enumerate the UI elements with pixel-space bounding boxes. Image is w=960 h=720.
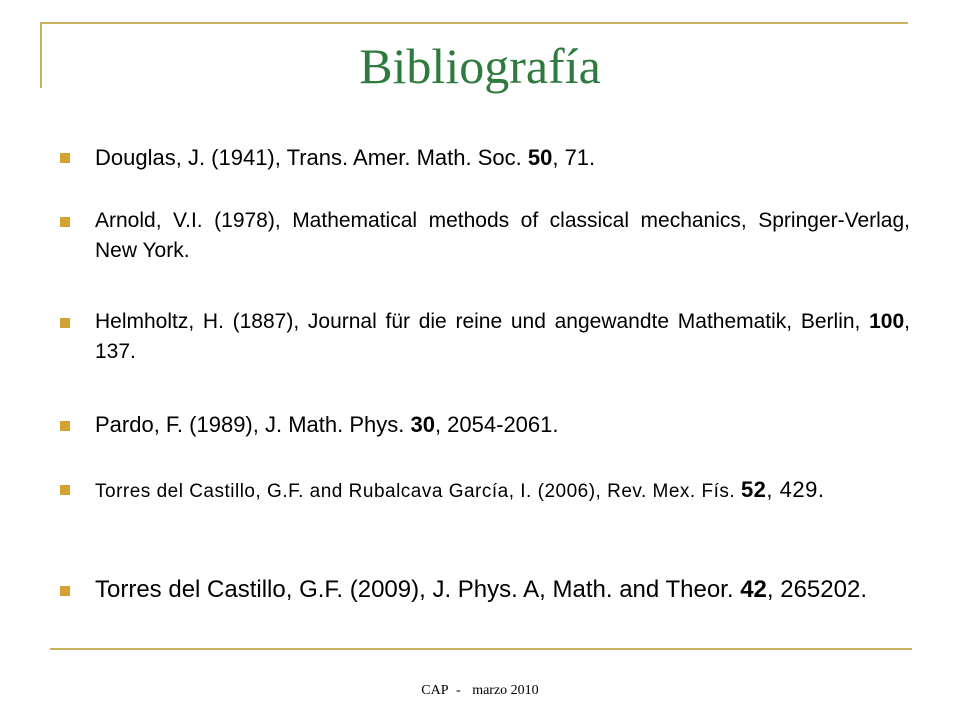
reference-text: Torres del Castillo, G.F. and Rubalcava García, I. (2006), Rev. Mex. Fís. 52, 429. [95,477,825,502]
footer-separator: - [456,683,461,698]
bullet-square-icon [60,421,70,431]
footer-org: CAP [421,683,449,698]
reference-text: Helmholtz, H. (1887), Journal für die reine und angewandte Mathematik, Berlin, 100, 137. [95,310,910,363]
slide-footer [0,683,960,699]
volume-number: 52 [740,477,767,502]
bullet-square-icon [60,586,70,596]
volume-number: 50 [527,145,553,170]
bullet-square-icon [60,217,70,227]
bottom-rule [50,648,912,650]
reference-text: Pardo, F. (1989), J. Math. Phys. 30, 2054-2061. [95,412,559,437]
bullet-square-icon [60,318,70,328]
slide-title: Bibliografía [359,38,601,94]
volume-number: 42 [740,576,767,603]
reference-text: Arnold, V.I. (1978), Mathematical methods of classical mechanics, Springer-Verlag, New York. [95,209,910,262]
footer-date: marzo 2010 [472,683,539,698]
bullet-square-icon [60,153,70,163]
reference-text: Douglas, J. (1941), Trans. Amer. Math. Soc. 50, 71. [95,145,596,170]
bullet-square-icon [60,485,70,495]
volume-number: 100 [869,310,905,333]
volume-number: 30 [410,412,435,437]
reference-text: Torres del Castillo, G.F. (2009), J. Phys. A, Math. and Theor. 42, 265202. [95,576,867,603]
